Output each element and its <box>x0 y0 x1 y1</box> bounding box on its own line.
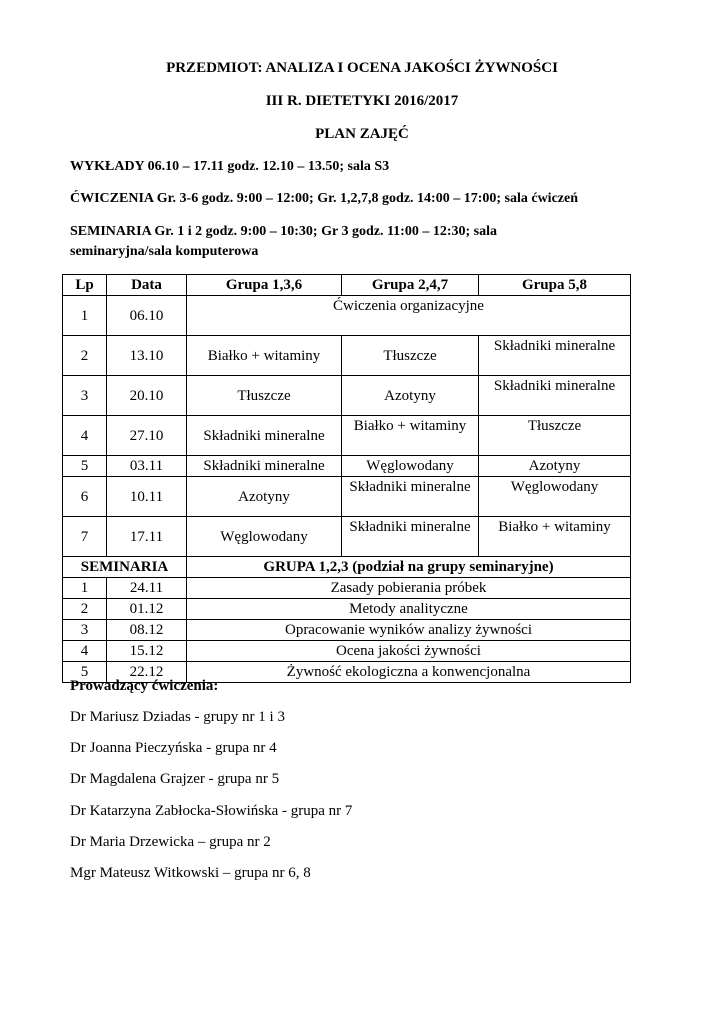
seminar-row <box>63 599 631 620</box>
cell-group-58: Składniki mineralne <box>479 376 631 416</box>
seminar-lp: 3 <box>63 620 107 641</box>
seminar-groups: GRUPA 1,2,3 (podział na grupy seminaryjne) <box>187 557 631 578</box>
seminar-row <box>63 578 631 599</box>
instructor-item: Mgr Mateusz Witkowski – grupa nr 6, 8 <box>70 865 311 881</box>
seminar-date: 22.12 <box>107 662 187 683</box>
cell-group-58: Składniki mineralne <box>479 336 631 376</box>
instructor-item: Dr Joanna Pieczyńska - grupa nr 4 <box>70 740 277 756</box>
row-lp: 2 <box>63 336 107 376</box>
seminar-header-row <box>63 557 631 578</box>
col-header-group-247: Grupa 2,4,7 <box>342 275 479 296</box>
seminars-line-1: SEMINARIA Gr. 1 i 2 godz. 9:00 – 10:30; Gr 3 godz. 11:00 – 12:30; sala <box>70 224 497 239</box>
exercises-line: ĆWICZENIA Gr. 3-6 godz. 9:00 – 12:00; Gr. 1,2,7,8 godz. 14:00 – 17:00; sala ćwiczeń <box>70 191 578 206</box>
seminar-lp: 1 <box>63 578 107 599</box>
cell-group-247: Azotyny <box>342 376 479 416</box>
seminar-topic: Ocena jakości żywności <box>187 641 631 662</box>
seminar-topic: Zasady pobierania próbek <box>187 578 631 599</box>
row-lp: 4 <box>63 416 107 456</box>
cell-group-247: Składniki mineralne <box>342 477 479 517</box>
seminar-date: 15.12 <box>107 641 187 662</box>
row-date: 03.11 <box>107 456 187 477</box>
row-lp: 7 <box>63 517 107 557</box>
cell-group-247: Składniki mineralne <box>342 517 479 557</box>
seminar-topic: Żywność ekologiczna a konwencjonalna <box>187 662 631 683</box>
table-row <box>63 336 631 376</box>
cell-group-136: Tłuszcze <box>187 376 342 416</box>
seminar-label: SEMINARIA <box>63 557 187 578</box>
seminars-line-2: seminaryjna/sala komputerowa <box>70 244 259 259</box>
table-row <box>63 456 631 477</box>
col-header-lp: Lp <box>63 275 107 296</box>
row-date: 06.10 <box>107 296 187 336</box>
row-lp: 1 <box>63 296 107 336</box>
cell-group-136: Białko + witaminy <box>187 336 342 376</box>
seminar-lp: 5 <box>63 662 107 683</box>
row-date: 27.10 <box>107 416 187 456</box>
seminar-date: 24.11 <box>107 578 187 599</box>
seminar-date: 01.12 <box>107 599 187 620</box>
cell-group-247: Węglowodany <box>342 456 479 477</box>
col-header-group-136: Grupa 1,3,6 <box>187 275 342 296</box>
instructor-item: Dr Mariusz Dziadas - grupy nr 1 i 3 <box>70 709 285 725</box>
instructors-title: Prowadzący ćwiczenia: <box>70 678 219 694</box>
lectures-line: WYKŁADY 06.10 – 17.11 godz. 12.10 – 13.50; sala S3 <box>70 159 390 174</box>
seminar-row <box>63 620 631 641</box>
col-header-group-58: Grupa 5,8 <box>479 275 631 296</box>
cell-group-247: Tłuszcze <box>342 336 479 376</box>
row-date: 10.11 <box>107 477 187 517</box>
plan-title: PLAN ZAJĘĆ <box>315 126 409 142</box>
seminar-lp: 4 <box>63 641 107 662</box>
cell-group-58: Tłuszcze <box>479 416 631 456</box>
row-date: 17.11 <box>107 517 187 557</box>
row-date: 20.10 <box>107 376 187 416</box>
row-lp: 6 <box>63 477 107 517</box>
cell-group-136: Azotyny <box>187 477 342 517</box>
year-title: III R. DIETETYKI 2016/2017 <box>265 93 459 109</box>
instructor-item: Dr Magdalena Grajzer - grupa nr 5 <box>70 771 280 787</box>
cell-group-58: Białko + witaminy <box>479 517 631 557</box>
seminar-topic: Opracowanie wyników analizy żywności <box>187 620 631 641</box>
table-row <box>63 376 631 416</box>
cell-group-136: Węglowodany <box>187 517 342 557</box>
table-row <box>63 296 631 336</box>
seminar-date: 08.12 <box>107 620 187 641</box>
instructor-item: Dr Katarzyna Zabłocka-Słowińska - grupa nr 7 <box>70 803 353 819</box>
row-date: 13.10 <box>107 336 187 376</box>
subject-title: PRZEDMIOT: ANALIZA I OCENA JAKOŚCI ŻYWNOŚCI <box>166 60 558 76</box>
col-header-date: Data <box>107 275 187 296</box>
cell-group-247: Białko + witaminy <box>342 416 479 456</box>
seminar-lp: 2 <box>63 599 107 620</box>
instructor-item: Dr Maria Drzewicka – grupa nr 2 <box>70 834 271 850</box>
cell-group-58: Węglowodany <box>479 477 631 517</box>
table-row <box>63 477 631 517</box>
schedule-table <box>62 274 631 683</box>
table-row <box>63 416 631 456</box>
table-header-row <box>63 275 631 296</box>
seminar-topic: Metody analityczne <box>187 599 631 620</box>
org-session-cell: Ćwiczenia organizacyjne <box>187 296 631 336</box>
cell-group-58: Azotyny <box>479 456 631 477</box>
row-lp: 5 <box>63 456 107 477</box>
table-row <box>63 517 631 557</box>
cell-group-136: Składniki mineralne <box>187 456 342 477</box>
seminar-row <box>63 641 631 662</box>
row-lp: 3 <box>63 376 107 416</box>
cell-group-136: Składniki mineralne <box>187 416 342 456</box>
